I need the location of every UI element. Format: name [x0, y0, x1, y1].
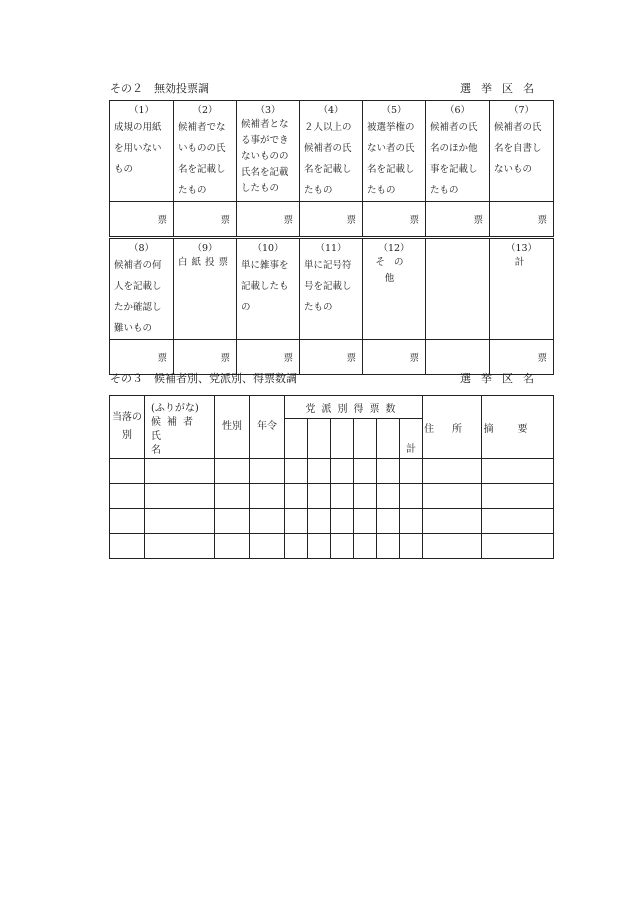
invalid-cat-3: （3） 候補者となる事ができないものの氏名を記載したもの	[237, 101, 300, 202]
section3-district-label: 選挙区名	[460, 372, 544, 385]
invalid-cat-2: （2） 候補者でないものの氏名を記載したもの	[174, 101, 237, 202]
vote-cell[interactable]: 票	[300, 340, 363, 375]
vote-cell[interactable]: 票	[110, 202, 174, 238]
vote-cell[interactable]: 票	[426, 202, 490, 238]
party-col	[308, 419, 331, 459]
header-remarks: 摘要	[482, 396, 554, 459]
invalid-cat-6: （6） 候補者の氏名のほか他事を記載したもの	[426, 101, 490, 202]
table-row	[110, 484, 554, 509]
invalid-votes-table	[109, 100, 554, 375]
vote-cell[interactable]: 票	[363, 340, 426, 375]
party-col	[285, 419, 308, 459]
invalid-cat-9: （9） 白紙投票	[174, 238, 237, 340]
vote-cell[interactable]: 票	[237, 202, 300, 238]
party-col	[377, 419, 400, 459]
vote-cell[interactable]: 票	[363, 202, 426, 238]
invalid-cat-7: （7） 候補者の氏名を自書しないもの	[490, 101, 554, 202]
invalid-cat-blank	[426, 238, 490, 340]
header-total: 計	[400, 419, 423, 459]
invalid-cat-10: （10） 単に雑事を記載したもの	[237, 238, 300, 340]
invalid-cat-4: （4） ２人以上の候補者の氏名を記載したもの	[300, 101, 363, 202]
vote-cell[interactable]: 票	[490, 340, 554, 375]
vote-cell[interactable]: 票	[237, 340, 300, 375]
party-col	[331, 419, 354, 459]
section2-district-label: 選挙区名	[460, 82, 544, 95]
header-address: 住所	[423, 396, 482, 459]
vote-cell[interactable]: 票	[174, 340, 237, 375]
header-age: 年令	[250, 396, 285, 459]
section2-title: その２ 無効投票調	[110, 82, 209, 95]
invalid-cat-12: （12） その他	[363, 238, 426, 340]
party-col	[354, 419, 377, 459]
vote-cell[interactable]: 票	[174, 202, 237, 238]
candidate-votes-table	[109, 395, 554, 559]
header-candidate: (ふりがな) 候補者 氏名	[145, 396, 215, 459]
invalid-cat-11: （11） 単に記号符号を記載したもの	[300, 238, 363, 340]
vote-cell[interactable]: 票	[490, 202, 554, 238]
invalid-cat-5: （5） 被選挙権のない者の氏名を記載したもの	[363, 101, 426, 202]
table-row	[110, 459, 554, 484]
invalid-cat-8: （8） 候補者の何人を記載したか確認し難いもの	[110, 238, 174, 340]
vote-cell[interactable]: 票	[300, 202, 363, 238]
header-elected: 当落の別	[110, 396, 145, 459]
invalid-cat-1: （1） 成規の用紙を用いないもの	[110, 101, 174, 202]
vote-cell[interactable]: 票	[110, 340, 174, 375]
invalid-cat-13-total: （13） 計	[490, 238, 554, 340]
table-row	[110, 534, 554, 559]
section3-title: その３ 候補者別、党派別、得票数調	[110, 372, 297, 385]
table-row	[110, 509, 554, 534]
header-party-votes: 党派別得票数	[285, 396, 423, 419]
header-sex: 性別	[215, 396, 250, 459]
